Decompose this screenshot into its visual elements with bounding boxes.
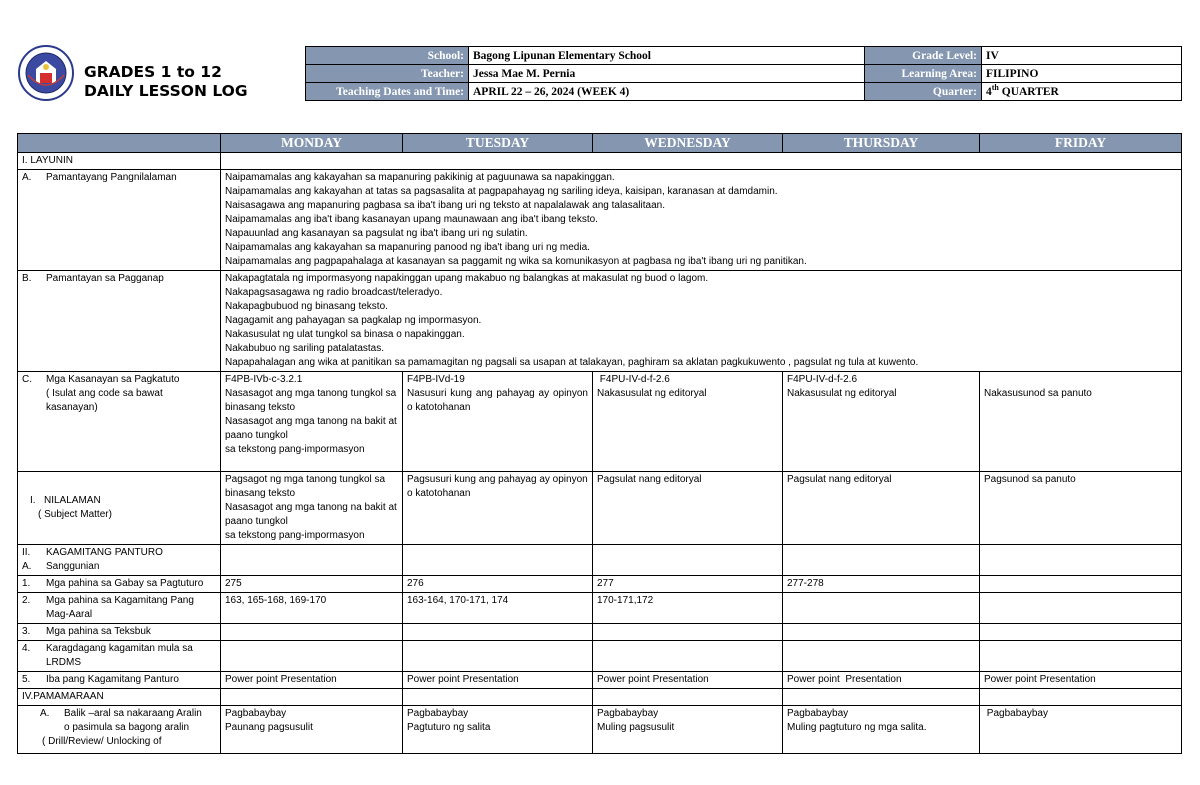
tuesday-cell: 163-164, 170-171, 174: [403, 593, 593, 624]
monday-cell: Power point Presentation: [221, 672, 403, 689]
activity-text: Muling pagtuturo ng mga salita.: [787, 722, 927, 733]
table-row: [18, 641, 1182, 672]
empty-cell: [980, 689, 1182, 706]
learning-area-value: FILIPINO: [982, 65, 1182, 83]
day-header-row: [18, 134, 1182, 153]
table-row: [18, 545, 1182, 576]
activity-text: Pagbabaybay: [597, 708, 659, 719]
item-number: C.: [22, 374, 32, 385]
teaching-dates-label: Teaching Dates and Time:: [306, 83, 469, 101]
wednesday-cell: Power point Presentation: [593, 672, 783, 689]
monday-cell: 163, 165-168, 169-170: [221, 593, 403, 624]
activity-text: Pagbabaybay: [984, 708, 1048, 719]
learning-area-label: Learning Area:: [865, 65, 982, 83]
wednesday-cell: [593, 624, 783, 641]
empty-cell: [403, 545, 593, 576]
empty-cell: [221, 153, 1182, 170]
teacher-label: Teacher:: [306, 65, 469, 83]
table-row: [18, 153, 1182, 170]
thursday-cell: Power point Presentation: [783, 672, 980, 689]
item-label: NILALAMAN: [44, 495, 101, 506]
table-row: [18, 689, 1182, 706]
table-row: [18, 624, 1182, 641]
empty-cell: [593, 545, 783, 576]
content-line: Naisasagawa ang mapanuring pagbasa sa iba't ibang uri ng teksto at napalalawak ang talasalitaan.: [225, 200, 665, 211]
kagamitang-panturo-label: [18, 545, 221, 576]
monday-cell: 275: [221, 576, 403, 593]
friday-cell: [980, 576, 1182, 593]
content-line: Naipamamalas ang pagpapahalaga at kasanayan sa paggamit ng wika sa komunikasyon at pagbasa ng iba't ibang uri ng panitikan.: [225, 256, 807, 267]
nilalaman-text: Pagsagot ng mga tanong tungkol sa binasang teksto: [225, 474, 386, 499]
wednesday-cell: [593, 706, 783, 754]
pamantayan-sa-pagganap-content: [221, 271, 1182, 372]
activity-text: Pagtuturo ng salita: [407, 722, 491, 733]
item-label: KAGAMITANG PANTURO: [46, 547, 163, 558]
activity-text: Muling pagsusulit: [597, 722, 675, 733]
empty-cell: [593, 689, 783, 706]
table-row: [18, 576, 1182, 593]
item-label: Mga pahina sa Gabay sa Pagtuturo: [46, 578, 204, 589]
quarter-number: 4: [986, 85, 992, 98]
quarter-value: [982, 83, 1182, 101]
table-row: [18, 593, 1182, 624]
wednesday-cell: [593, 641, 783, 672]
competency-code: F4PU-IV-d-f-2.6: [597, 374, 670, 385]
day-header-wednesday: WEDNESDAY: [593, 134, 783, 153]
monday-cell: [221, 706, 403, 754]
item-sublabel: ( Subject Matter): [38, 509, 112, 520]
table-row: [18, 672, 1182, 689]
item-label: Pamantayang Pangnilalaman: [46, 172, 177, 183]
item-label: Iba pang Kagamitang Panturo: [46, 674, 179, 685]
item-sublabel: ( Isulat ang code sa bawat kasanayan): [46, 388, 163, 413]
balik-aral-label: [18, 706, 221, 754]
header-corner: [18, 134, 221, 153]
pamamaraan-label: IV.PAMAMARAAN: [18, 689, 221, 706]
empty-cell: [783, 689, 980, 706]
table-row: [18, 271, 1182, 372]
item-number: 2.: [22, 595, 31, 606]
pamantayang-pangnilalaman-content: [221, 170, 1182, 271]
competency-text: sa tekstong pang-impormasyon: [225, 444, 365, 455]
friday-cell: [980, 641, 1182, 672]
competency-text: Nakasusulat ng editoryal: [787, 388, 897, 399]
item-label: Pamantayan sa Pagganap: [46, 273, 164, 284]
quarter-text: QUARTER: [998, 85, 1059, 98]
nilalaman-text: Pagsulat nang editoryal: [787, 474, 892, 485]
friday-cell: [980, 593, 1182, 624]
activity-text: Pagbabaybay: [407, 708, 469, 719]
activity-text: Pagbabaybay: [225, 708, 287, 719]
title-line-1: GRADES 1 to 12: [84, 63, 222, 81]
item-label: Sanggunian: [46, 561, 100, 572]
section-layunin-label: I. LAYUNIN: [18, 153, 221, 170]
content-line: Napapahalagan ang wika at panitikan sa pamamagitan ng pagsali sa usapan at talakayan, paghiram sa aklatan pagkukuwento , pagsulat ng tula at kuwento.: [225, 357, 919, 368]
thursday-cell: [783, 624, 980, 641]
item-label: ( Drill/Review/ Unlocking of: [42, 736, 162, 747]
day-header-tuesday: TUESDAY: [403, 134, 593, 153]
empty-cell: [783, 545, 980, 576]
content-line: Naipamamalas ang kakayahan at tatas sa pagsasalita at pagpapahayag ng sariling ideya, kaisipan, karanasan at damdamin.: [225, 186, 778, 197]
table-row: [18, 170, 1182, 271]
tuesday-cell: 276: [403, 576, 593, 593]
item-number: 4.: [22, 643, 31, 654]
activity-text: Pagbabaybay: [787, 708, 849, 719]
monday-cell: [221, 624, 403, 641]
grade-level-label: Grade Level:: [865, 47, 982, 65]
nilalaman-text: Pagsunod sa panuto: [984, 474, 1076, 485]
content-line: Naipamamalas ang kakayahan sa mapanuring pakikinig at paguunawa sa napakinggan.: [225, 172, 615, 183]
content-line: Nakapagbubuod ng binasang teksto.: [225, 301, 388, 312]
content-line: Naipamamalas ang kakayahan sa mapanuring panood ng iba't ibang uri ng media.: [225, 242, 590, 253]
competency-text: Nakasusulat ng editoryal: [597, 388, 707, 399]
table-row: [18, 706, 1182, 754]
row-label: [18, 672, 221, 689]
competency-text: Nasasagot ang mga tanong tungkol sa binasang teksto: [225, 388, 397, 413]
friday-cell: Power point Presentation: [980, 672, 1182, 689]
kasanayan-sa-pagkatuto-label: [18, 372, 221, 472]
monday-nilalaman: [221, 472, 403, 545]
competency-code: F4PB-IVb-c-3.2.1: [225, 374, 303, 385]
grade-level-value: IV: [982, 47, 1182, 65]
competency-text: Nasasagot ang mga tanong na bakit at paano tungkol: [225, 416, 397, 441]
wednesday-nilalaman: [593, 472, 783, 545]
tuesday-cell: [403, 706, 593, 754]
item-number: 5.: [22, 674, 31, 685]
nilalaman-text: sa tekstong pang-impormasyon: [225, 530, 365, 541]
wednesday-cell: 170-171,172: [593, 593, 783, 624]
competency-code: [984, 373, 1177, 387]
content-line: Nakasusulat ng ulat tungkol sa binasa o napakinggan.: [225, 329, 465, 340]
tuesday-cell: [403, 641, 593, 672]
nilalaman-text: Pagsusuri kung ang pahayag ay opinyon o katotohanan: [407, 474, 588, 499]
item-label: Mga Kasanayan sa Pagkatuto: [46, 374, 180, 385]
table-row: [18, 472, 1182, 545]
content-line: Nakapagtatala ng impormasyong napakinggan upang makabuo ng balangkas at makasulat ng buod o lagom.: [225, 273, 709, 284]
table-row: [18, 372, 1182, 472]
pamantayan-sa-pagganap-label: [18, 271, 221, 372]
item-number: B.: [22, 273, 32, 284]
empty-cell: [221, 545, 403, 576]
pamantayang-pangnilalaman-label: [18, 170, 221, 271]
item-label: Balik –aral sa nakaraang Aralin: [64, 708, 202, 719]
friday-kasanayan: [980, 372, 1182, 472]
friday-cell: [980, 624, 1182, 641]
content-line: Nakapagsasagawa ng radio broadcast/teleradyo.: [225, 287, 443, 298]
thursday-kasanayan: [783, 372, 980, 472]
empty-cell: [980, 545, 1182, 576]
wednesday-kasanayan: [593, 372, 783, 472]
monday-kasanayan: [221, 372, 403, 472]
nilalaman-text: Nasasagot ang mga tanong na bakit at paano tungkol: [225, 502, 397, 527]
empty-cell: [403, 689, 593, 706]
monday-cell: [221, 641, 403, 672]
document-title: [84, 63, 248, 101]
item-number: A.: [22, 172, 32, 183]
content-line: Nagagamit ang pahayagan sa pagkalap ng impormasyon.: [225, 315, 482, 326]
activity-text: Paunang pagsusulit: [225, 722, 313, 733]
competency-code: F4PB-IVd-19: [407, 374, 465, 385]
nilalaman-label: [18, 472, 221, 545]
thursday-cell: [783, 706, 980, 754]
row-label: [18, 593, 221, 624]
day-header-thursday: THURSDAY: [783, 134, 980, 153]
competency-text: Nakasusunod sa panuto: [984, 388, 1092, 399]
title-line-2: DAILY LESSON LOG: [84, 82, 248, 100]
day-header-monday: MONDAY: [221, 134, 403, 153]
row-label: [18, 576, 221, 593]
lesson-log-table: [17, 133, 1182, 754]
thursday-cell: 277-278: [783, 576, 980, 593]
item-number: A.: [40, 708, 50, 719]
empty-cell: [221, 689, 403, 706]
item-number: II.: [22, 547, 31, 558]
quarter-suffix: th: [991, 82, 999, 92]
content-line: Napauunlad ang kasanayan sa pagsulat ng iba't ibang uri ng sulatin.: [225, 228, 528, 239]
quarter-label: Quarter:: [865, 83, 982, 101]
item-label: Mga pahina sa Teksbuk: [46, 626, 151, 637]
nilalaman-text: Pagsulat nang editoryal: [597, 474, 702, 485]
tuesday-kasanayan: [403, 372, 593, 472]
header-info-table: [305, 46, 1182, 101]
school-value: Bagong Lipunan Elementary School: [469, 47, 865, 65]
wednesday-cell: 277: [593, 576, 783, 593]
item-label: Mga pahina sa Kagamitang Pang Mag-Aaral: [46, 595, 194, 620]
thursday-nilalaman: [783, 472, 980, 545]
friday-cell: [980, 706, 1182, 754]
friday-nilalaman: [980, 472, 1182, 545]
item-number: 1.: [22, 578, 31, 589]
tuesday-cell: Power point Presentation: [403, 672, 593, 689]
teaching-dates-value: APRIL 22 – 26, 2024 (WEEK 4): [469, 83, 865, 101]
thursday-cell: [783, 593, 980, 624]
deped-seal-logo: [18, 45, 74, 101]
item-number: I.: [30, 495, 36, 506]
row-label: [18, 624, 221, 641]
tuesday-nilalaman: [403, 472, 593, 545]
competency-code: F4PU-IV-d-f-2.6: [787, 374, 858, 385]
item-label: o pasimula sa bagong aralin: [64, 722, 190, 733]
item-number: A.: [22, 561, 32, 572]
thursday-cell: [783, 641, 980, 672]
competency-text: Nasusuri kung ang pahayag ay opinyon o katotohanan: [407, 388, 588, 413]
day-header-friday: FRIDAY: [980, 134, 1182, 153]
content-line: Naipamamalas ang iba't ibang kasanayan upang maunawaan ang iba't ibang teksto.: [225, 214, 598, 225]
school-label: School:: [306, 47, 469, 65]
teacher-value: Jessa Mae M. Pernia: [469, 65, 865, 83]
row-label: [18, 641, 221, 672]
content-line: Nakabubuo ng sariling patalatastas.: [225, 343, 384, 354]
item-number: 3.: [22, 626, 31, 637]
tuesday-cell: [403, 624, 593, 641]
item-label: Karagdagang kagamitan mula sa LRDMS: [46, 643, 193, 668]
